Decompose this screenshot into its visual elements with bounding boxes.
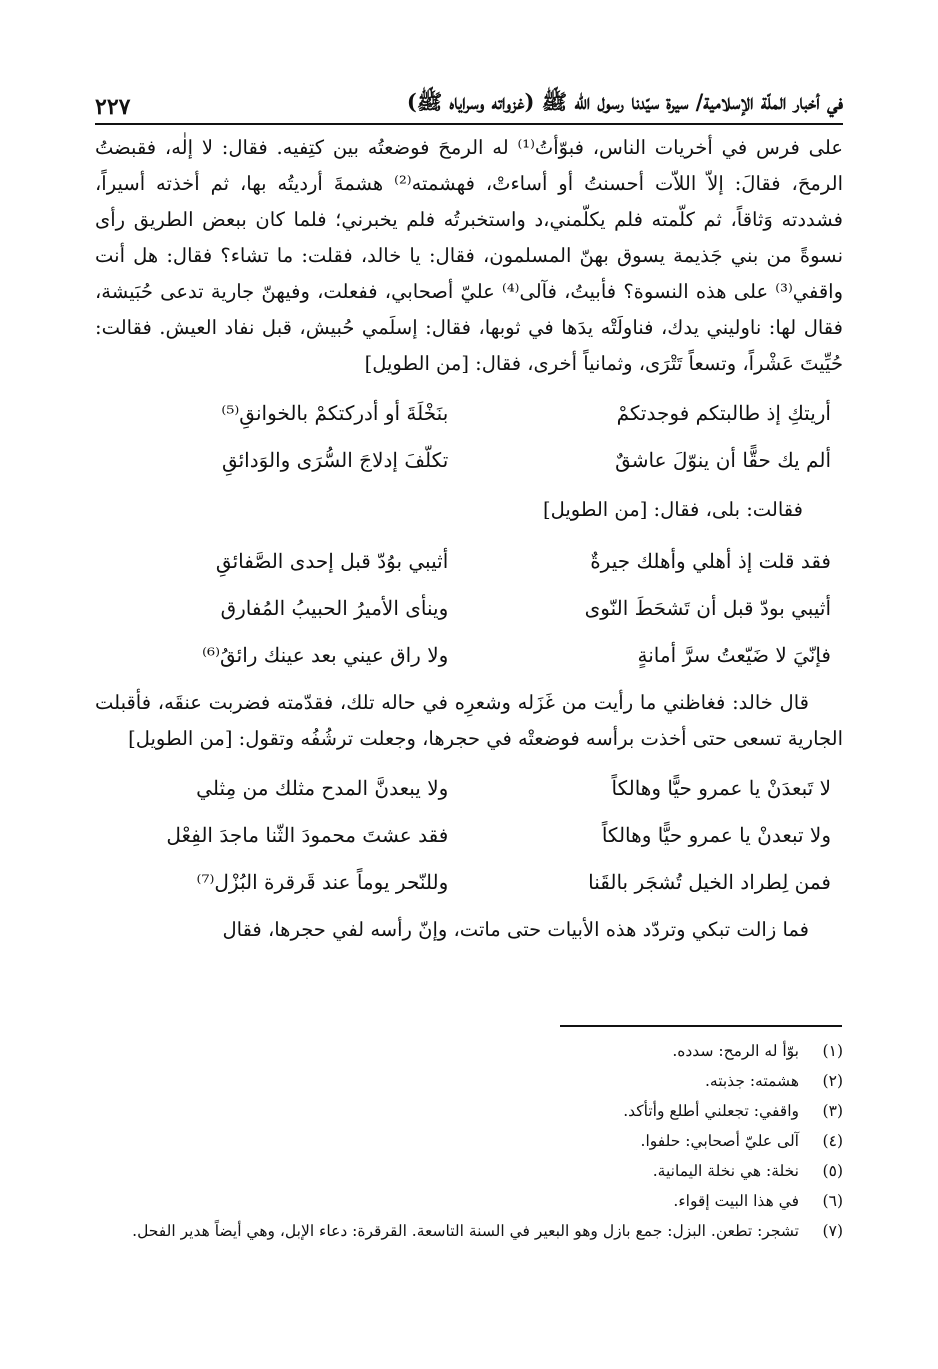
footnote-number: (٦) (822, 1192, 843, 1210)
main-text (95, 130, 843, 948)
header-rule (95, 123, 843, 125)
verse-second-hemistich: وينأى الأميرُ الحبيبُ المُفارق (220, 596, 449, 620)
poem-3 (95, 765, 843, 906)
meter-label-1: [من الطويل] (364, 352, 469, 375)
footnote-text: في هذا البيت إقواء. (673, 1192, 799, 1210)
verse-second-hemistich: تكلّفَ إدلاجَ السُّرَى والوَدائقِ (221, 448, 449, 472)
footnote-text: تشجر: تطعن. البزل: جمع بازل وهو البعير في السنة التاسعة. القرقرة: دعاء الإبل، وهي أيضاً هدير الفحل. (132, 1222, 799, 1240)
footnotes (95, 1036, 843, 1246)
poem-verse (95, 765, 843, 812)
footnote-text: هشمته: جذبته. (704, 1072, 799, 1090)
verse-second-hemistich: أثيبي بوُدّ قبل إحدى الصَّفائقِ (215, 549, 449, 573)
poem-intro-2 (95, 490, 843, 530)
footnote-rule (560, 1025, 842, 1027)
footnote-text: نخلة: هي نخلة اليمانية. (652, 1162, 799, 1180)
paragraph-2-text: قال خالد: فغاظني ما رأيت من غَزَله وشعرِه في حاله تلك، فقدّمته فضربت عنقَه، فأقبلت الجارية تسعى حتى أخذت برأسه فوضعتْه في حجرها، وجعلت ترشُفُه وتقول: (95, 691, 843, 750)
verse-second-hemistich: ولا يبعدنَّ المدح مثلك من مِثلي (196, 776, 449, 800)
poem-verse (95, 390, 843, 437)
poem-verse (95, 812, 843, 859)
verse-first-hemistich: فمن لِطراد الخيل تُشجَر بالقَنا (588, 870, 831, 894)
paragraph-2 (95, 685, 843, 757)
footnote (95, 1156, 843, 1186)
paragraph-1-text: على فرس في أخريات الناس، فبوّأتُ⁽¹⁾ له الرمحَ فوضعتُه بين كتِفيه. فقال: لا إلٰه، فقبضتُ الرمحَ، فقالَ: إلاّ اللاّت أحسنتُ أو أساءتْ، فهشمته⁽²⁾ هشمةَ أرديتُه بها، ثم أخذته أسيراً، فشددته وَثاقاً، ثم كلّمته فلم يكلّمني،د واستخبرتُه فلم يخبرني؛ فلما كان ببعض الطريق رأى نسوةً من بني جَذيمة يسوق بهنّ المسلمون، فقال: يا خالد، فقلت: ما تشاء؟ فقال: هل أنت واقفي⁽³⁾ على هذه النسوة؟ فأبيتُ، فآلى⁽⁴⁾ عليّ أصحابي، ففعلت، وفيهنّ جارية تدعى حُبَيشة، فقال لها: ناوليني يدك، فناولَتْه يدَها في ثوبها، فقال: إسلَمي حُبيش، قبل نفاد العيش. فقالت: حُيِّيتَ عَشْراً، وتسعاً تَتْرَى، وثمانياً أخرى، فقال: (95, 136, 844, 375)
paragraph-3-text: فما زالت تبكي وتردّد هذه الأبيات حتى ماتت، وإنّ رأسه لفي حجرها، فقال (222, 918, 809, 941)
footnote-text: واقفي: تجعلني أطلع وأتأكد. (623, 1102, 799, 1120)
footnote (95, 1186, 843, 1216)
header-title: في أخبار الملّة الإسلامية/ سيرة سيّدنا رسول الله ﷺ (غزواته وسراياه ﷺ) (406, 89, 843, 114)
verse-second-hemistich: فقد عشتَ محمودَ الثّنا ماجدَ الفِعْل (166, 823, 449, 847)
footnote (95, 1066, 843, 1096)
footnote-text: آلى عليّ أصحابي: حلفوا. (640, 1132, 799, 1150)
meter-label-3: [من الطويل] (128, 727, 233, 750)
footnote (95, 1216, 843, 1246)
footnote-number: (٥) (822, 1162, 843, 1180)
page-number: ٢٢٧ (95, 94, 131, 120)
footnote-number: (٤) (822, 1132, 843, 1150)
verse-first-hemistich: ولا تبعدنْ يا عمرو حيًّا وهالكاً (601, 823, 831, 847)
verse-first-hemistich: فإنّيَ لا ضَيّعتُ سرَّ أمانةٍ (637, 643, 831, 667)
footnote (95, 1096, 843, 1126)
verse-second-hemistich: ولا راق عيني بعد عينك رائقُ⁽⁶⁾ (202, 643, 449, 667)
poem-verse (95, 585, 843, 632)
poem-1 (95, 390, 843, 484)
verse-second-hemistich: وللنّحر يوماً عند قَرقرة البُزْل⁽⁷⁾ (196, 870, 449, 894)
poem-intro-2-text: فقالت: بلى، فقال: (653, 498, 803, 521)
verse-first-hemistich: أثيبي بودّ قبل أن تَشحَطَ النّوى (584, 596, 831, 620)
verse-first-hemistich: فقد قلت إذ أهلي وأهلك جيرةٌ (590, 549, 831, 573)
footnote (95, 1126, 843, 1156)
poem-verse (95, 632, 843, 679)
footnote-number: (١) (822, 1042, 843, 1060)
paragraph-1 (95, 130, 843, 382)
verse-first-hemistich: أريتكِ إذ طالبتكم فوجدتكمْ (616, 401, 831, 425)
poem-verse (95, 437, 843, 484)
footnote (95, 1036, 843, 1066)
verse-first-hemistich: ألم يك حقًّا أن ينوّلَ عاشقٌ (615, 448, 831, 472)
poem-verse (95, 538, 843, 585)
footnote-number: (٢) (822, 1072, 843, 1090)
footnote-number: (٧) (822, 1222, 843, 1240)
paragraph-3 (95, 912, 843, 948)
running-header (95, 80, 843, 120)
verse-first-hemistich: لا تَبعدَنْ يا عمرو حيًّا وهالكاً (611, 776, 831, 800)
footnote-number: (٣) (822, 1102, 843, 1120)
footnote-text: بوّأ له الرمح: سدده. (672, 1042, 799, 1060)
verse-second-hemistich: بنَخْلَةَ أو أدركتكمْ بالخوانقِ⁽⁵⁾ (221, 401, 449, 425)
poem-verse (95, 859, 843, 906)
poem-2 (95, 538, 843, 679)
meter-label-2: [من الطويل] (542, 498, 648, 521)
